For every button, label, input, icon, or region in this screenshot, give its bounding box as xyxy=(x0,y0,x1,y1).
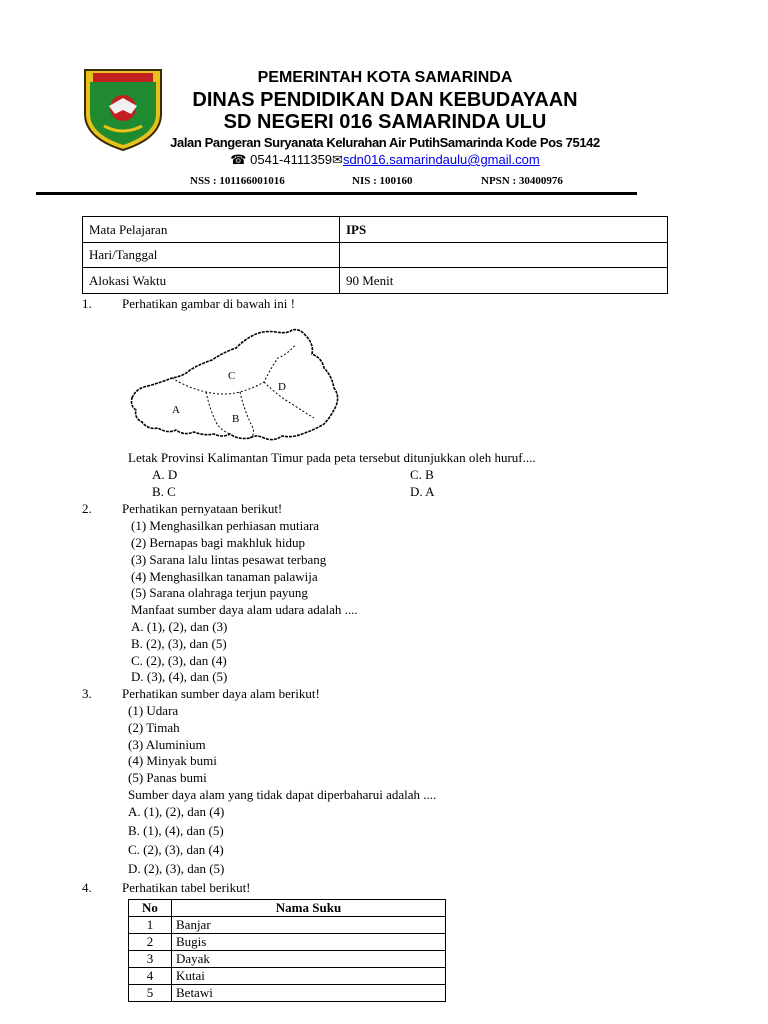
header-address: Jalan Pangeran Suryanata Kelurahan Air PutihSamarinda Kode Pos 75142 xyxy=(170,135,600,150)
question-2-option-a: A. (1), (2), dan (3) xyxy=(131,619,228,634)
question-3-text: Sumber daya alam yang tidak dapat diperbaharui adalah .... xyxy=(128,787,437,802)
question-2-item: (5) Sarana olahraga terjun payung xyxy=(131,585,308,600)
question-3-option-b: B. (1), (4), dan (5) xyxy=(128,823,224,838)
question-3-item: (3) Aluminium xyxy=(128,737,206,752)
map-label-d: D xyxy=(278,381,286,393)
envelope-icon: ✉ xyxy=(332,152,343,167)
header-contact xyxy=(170,152,600,168)
kalimantan-map xyxy=(128,326,368,444)
question-3-item: (4) Minyak bumi xyxy=(128,753,217,768)
ethnic-group-table xyxy=(128,899,446,1002)
question-1-text: Letak Provinsi Kalimantan Timur pada peta tersebut ditunjukkan oleh huruf.... xyxy=(128,450,536,465)
email-link[interactable]: sdn016.samarindaulu@gmail.com xyxy=(342,152,540,167)
npsn-number: NPSN : 30400976 xyxy=(481,175,563,187)
duration-value: 90 Menit xyxy=(340,268,668,294)
question-3-item: (1) Udara xyxy=(128,703,179,718)
date-value xyxy=(340,243,668,268)
map-label-c: C xyxy=(228,370,236,382)
question-2-option-d: D. (3), (4), dan (5) xyxy=(131,669,228,684)
question-3-prompt: 3. Perhatikan sumber daya alam berikut! xyxy=(82,686,320,701)
question-2-prompt: 2. Perhatikan pernyataan berikut! xyxy=(82,501,283,516)
question-1-prompt: 1. Perhatikan gambar di bawah ini ! xyxy=(82,296,295,311)
question-3-option-a: A. (1), (2), dan (4) xyxy=(128,804,225,819)
question-1-option-c: C. B xyxy=(410,467,434,482)
question-2-item: (3) Sarana lalu lintas pesawat terbang xyxy=(131,552,327,567)
table-row: 3 Dayak xyxy=(129,951,446,968)
question-2-item: (4) Menghasilkan tanaman palawija xyxy=(131,569,318,584)
question-2-item: (2) Bernapas bagi makhluk hidup xyxy=(131,535,306,550)
table-row: 2 Bugis xyxy=(129,934,446,951)
phone-icon: ☎ xyxy=(230,152,247,167)
column-header-nama-suku: Nama Suku xyxy=(172,900,446,917)
table-row: 1 Banjar xyxy=(129,917,446,934)
question-4-prompt: 4. Perhatikan tabel berikut! xyxy=(82,880,251,895)
question-3-item: (2) Timah xyxy=(128,720,180,735)
header-divider xyxy=(36,192,637,195)
question-2-option-c: C. (2), (3), dan (4) xyxy=(131,653,227,668)
question-3-option-d: D. (2), (3), dan (5) xyxy=(128,861,225,876)
map-label-a: A xyxy=(172,404,180,416)
table-row: 4 Kutai xyxy=(129,968,446,985)
duration-label: Alokasi Waktu xyxy=(83,268,340,294)
nss-number: NSS : 101166001016 xyxy=(190,175,285,187)
question-1-option-b: B. C xyxy=(152,484,176,499)
question-2-item: (1) Menghasilkan perhiasan mutiara xyxy=(131,518,320,533)
question-3-item: (5) Panas bumi xyxy=(128,770,207,785)
map-label-b: B xyxy=(232,413,240,425)
question-2-option-b: B. (2), (3), dan (5) xyxy=(131,636,227,651)
question-1-option-a: A. D xyxy=(152,467,178,482)
header-school: SD NEGERI 016 SAMARINDA ULU xyxy=(223,111,547,133)
question-3-option-c: C. (2), (3), dan (4) xyxy=(128,842,224,857)
table-row: 5 Betawi xyxy=(129,985,446,1002)
exam-info-table xyxy=(82,216,668,294)
subject-value: IPS xyxy=(340,217,668,243)
question-1-option-d: D. A xyxy=(410,484,435,499)
question-2-text: Manfaat sumber daya alam udara adalah .... xyxy=(131,602,358,617)
header-department: DINAS PENDIDIKAN DAN KEBUDAYAAN xyxy=(192,89,578,111)
date-label: Hari/Tanggal xyxy=(83,243,340,268)
column-header-no: No xyxy=(129,900,172,917)
header-government: PEMERINTAH KOTA SAMARINDA xyxy=(257,69,513,86)
phone-number: 0541-4111359 xyxy=(250,152,333,167)
nis-number: NIS : 100160 xyxy=(352,175,413,187)
subject-label: Mata Pelajaran xyxy=(83,217,340,243)
